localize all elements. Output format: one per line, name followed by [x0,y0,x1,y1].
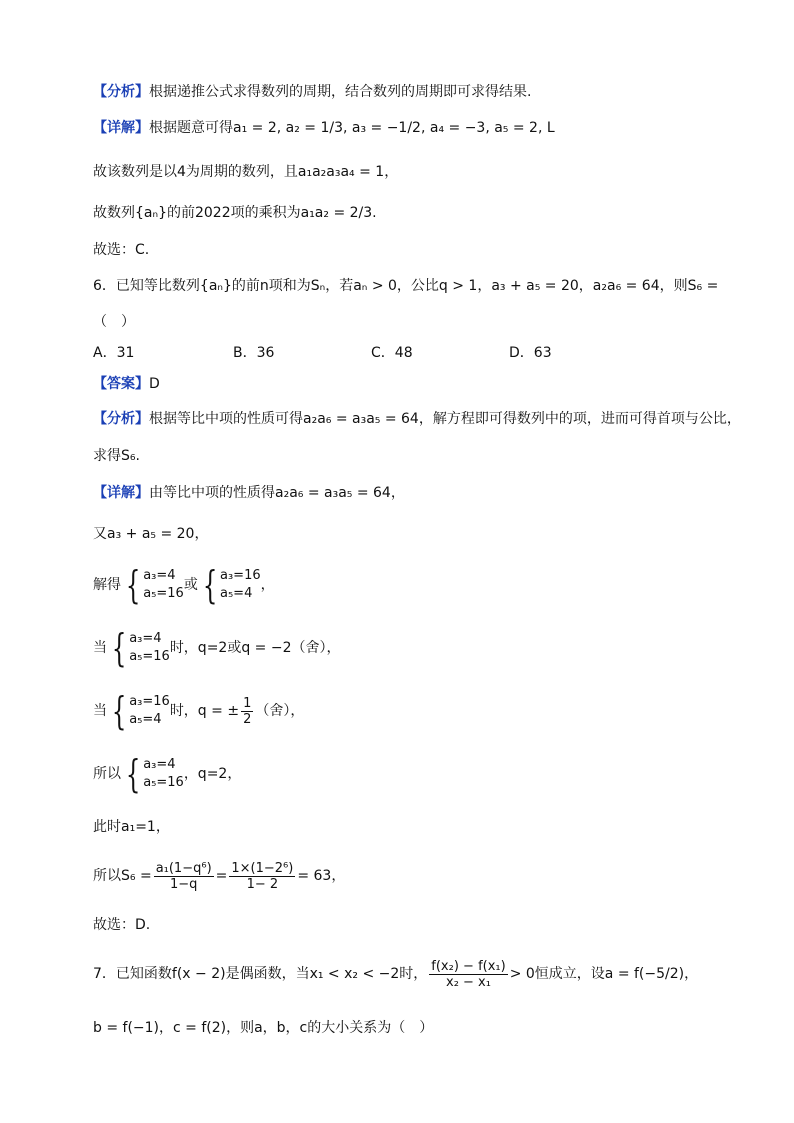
option-c: C．48 [371,345,413,361]
analysis-text: 根据递推公式求得数列的周期，结合数列的周期即可求得结果. [149,84,532,100]
q7-stem-line1 [93,954,698,994]
case2-reject: （舍）， [255,703,305,719]
q6-options [93,343,613,363]
q5-detail [93,118,555,138]
option-a: A．31 [93,345,135,361]
q6-case2-line [93,691,304,731]
so-prefix: 所以 [93,766,121,782]
so-suffix: ，q=2， [183,766,242,782]
system-1: { a₃=4 a₅=16 [125,563,184,607]
q7-stem-line2: b = f(−1)，c = f(2)，则a，b，c的大小关系为（ ） [93,1020,434,1036]
q6-detail-line2: 又a₃ + a₅ = 20， [93,526,209,542]
s6-result: = 63， [297,868,346,884]
analysis-tag: 【分析】 [93,411,149,427]
q7-stem-a: 7．已知函数f(x − 2)是偶函数，当x₁ < x₂ < −2时， [93,966,428,982]
q6-a1-line: 此时a₁=1， [93,819,170,835]
half-fraction: $\frac{1}{2}$ [243,695,252,727]
system-2: { a₃=16 a₅=4 [202,563,261,607]
q6-case1-line [93,628,341,668]
s6-fraction-2: $\frac{\text{1×(1−2⁶)}}{1- 2}$ [231,860,294,892]
solve-prefix: 解得 [93,577,121,593]
s6-fraction-1: $\frac{\text{a₁(1−q⁶)}}{1-q}$ [155,860,212,892]
q5-analysis [93,82,531,102]
q6-solve-line: 解得 { a₃=4 a₅=16 或 { a₃=16 a₅=4 ， [93,563,275,607]
detail-text: 由等比中项的性质得a₂a₆ = a₃a₅ = 64， [149,485,405,501]
analysis-text: 根据等比中项的性质可得a₂a₆ = a₃a₅ = 64，解方程即可得数列中的项，进而可得首项与公比， [149,411,741,427]
final-system: { a₃=4 a₅=16 [125,752,184,796]
answer-value: D [149,376,160,392]
case2-system: { a₃=16 a₅=4 [111,689,170,733]
q5-period-line: 故该数列是以4为周期的数列，且a₁a₂a₃a₄ = 1， [93,164,399,180]
answer-tag: 【答案】 [93,376,149,392]
q6-choice: 故选：D. [93,917,151,933]
case1-suffix: 时，q=2或q = −2（舍）， [169,640,341,656]
detail-tag: 【详解】 [93,485,149,501]
solve-or: 或 [183,577,198,593]
q6-analysis-line2: 求得S₆. [93,448,140,464]
detail-terms: a₁ = 2, a₂ = 1/3, a₃ = −1/2, a₄ = −3, a₅ = 2, L [233,120,555,136]
s6-prefix: 所以S₆ = [93,868,152,884]
detail-prefix: 根据题意可得 [149,120,233,136]
q6-s6-line: 所以S₆ = $\frac{\text{a₁(1−q⁶)}}{1-q}$ = $\frac{\text{1×(1−2⁶)}}{1- 2}$ = 63， [93,860,346,892]
q6-stem-line2: （ ） [93,314,135,330]
q5-product-line [93,203,377,223]
option-b: B．36 [233,345,275,361]
detail-tag: 【详解】 [93,120,149,136]
q5-choice: 故选：C. [93,242,150,258]
q6-answer [93,374,160,394]
q6-analysis-line1 [93,409,741,429]
q6-so-line [93,754,241,794]
case1-system: { a₃=4 a₅=16 [111,626,170,670]
analysis-tag: 【分析】 [93,84,149,100]
product-value: a₁a₂ = 2/3. [300,205,377,221]
case1-prefix: 当 [93,640,107,656]
option-d: D．63 [509,345,552,361]
q7-fraction: $\frac{\text{f(x₂) − f(x₁)}}{\text{x₂ − x₁}}$ [431,958,506,990]
case2-prefix: 当 [93,703,107,719]
q6-detail-line1 [93,483,405,503]
case2-q: 时，q = ± [169,703,240,719]
q7-stem-b: > 0恒成立，设a = f(−5/2)， [509,966,699,982]
q6-stem-line1: 6．已知等比数列{aₙ}的前n项和为Sₙ，若aₙ > 0，公比q > 1，a₃ + a₅ = 20，a₂a₆ = 64，则S₆ = [93,278,719,294]
product-prefix: 故数列{aₙ}的前2022项的乘积为 [93,205,301,221]
